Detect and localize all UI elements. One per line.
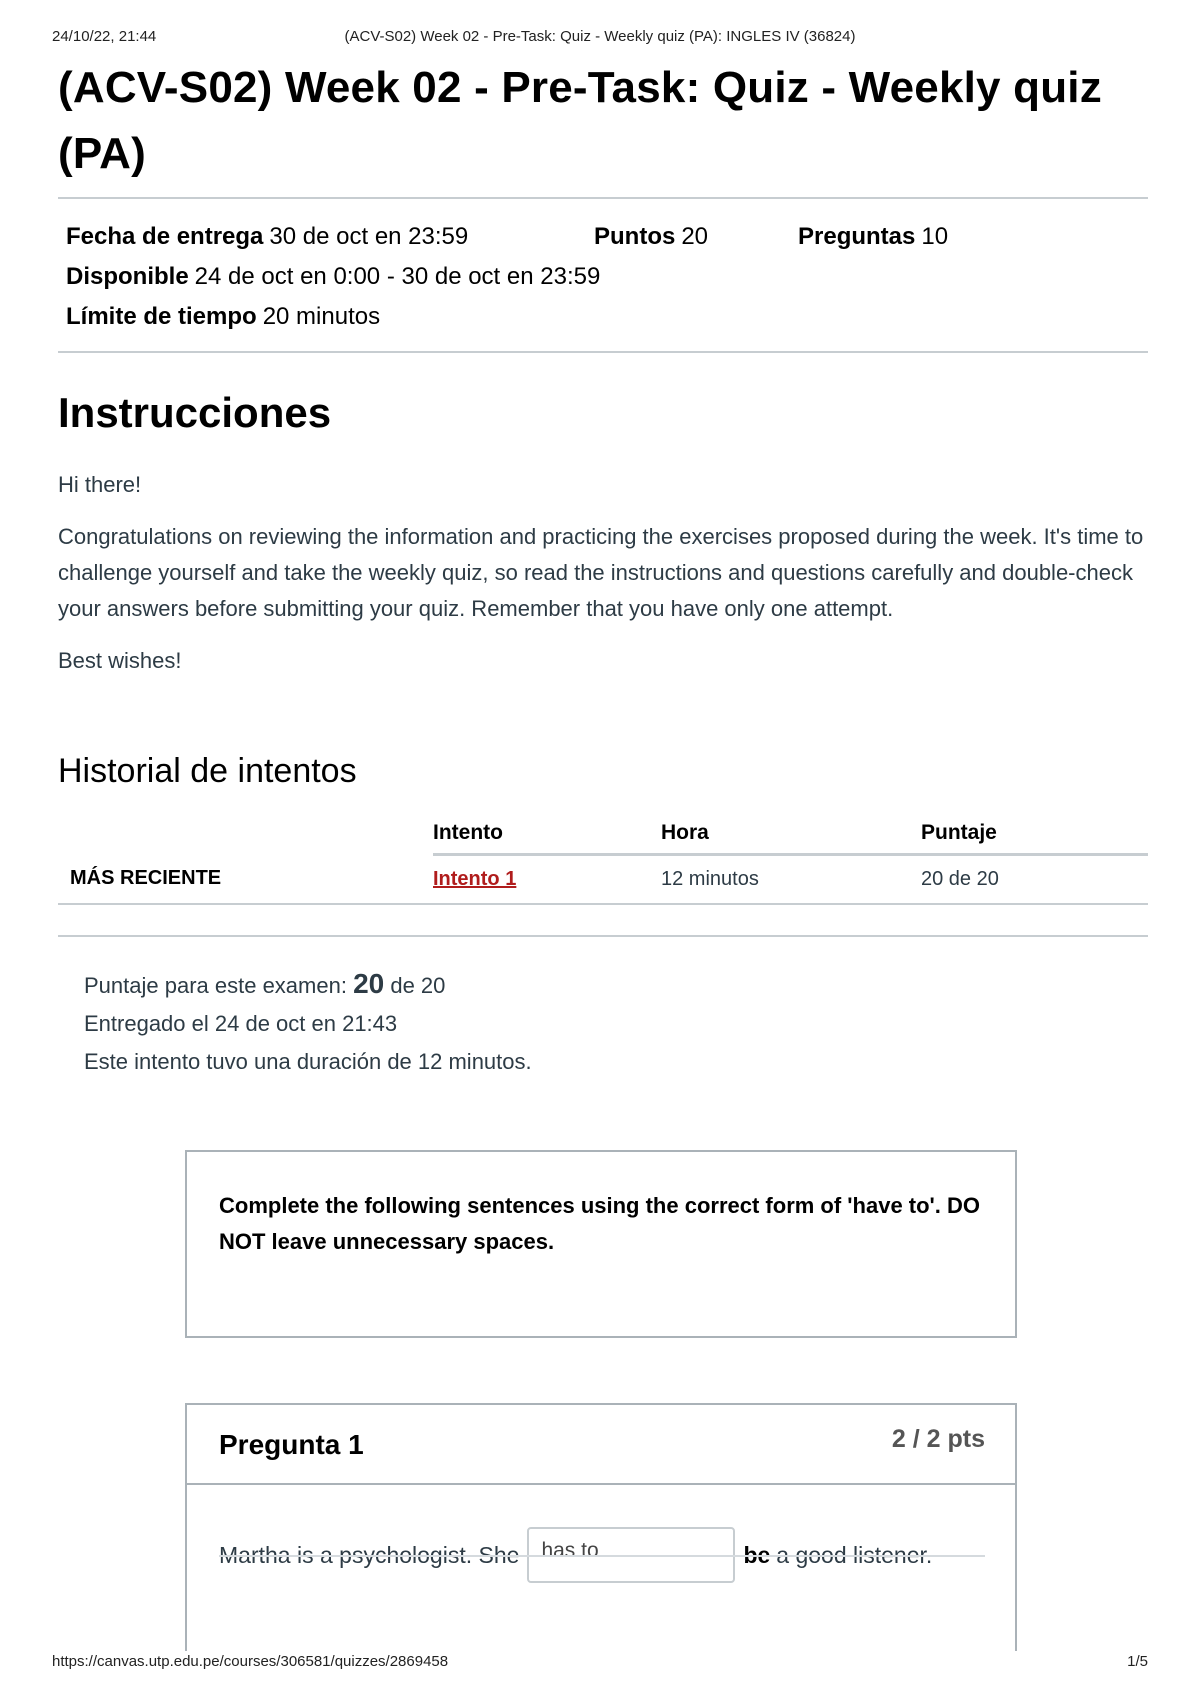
question-header xyxy=(187,1405,1015,1485)
attempt-score: 20 de 20 xyxy=(921,855,1148,905)
page-number: 1/5 xyxy=(1127,1653,1148,1670)
quiz-instruction-box xyxy=(185,1150,1017,1338)
question-title: Pregunta 1 xyxy=(219,1429,364,1460)
sentence-end: a good listener. xyxy=(776,1541,933,1568)
print-header xyxy=(52,28,1148,48)
print-footer xyxy=(52,1653,1148,1673)
questions-value: 10 xyxy=(921,223,949,250)
attempt-history-table xyxy=(58,811,1148,905)
instructions-heading: Instrucciones xyxy=(58,389,332,436)
column-header-time: Hora xyxy=(661,811,921,855)
column-header-attempt: Intento xyxy=(433,811,661,855)
points xyxy=(594,217,798,257)
exam-score xyxy=(84,965,1148,1005)
instructions-closing: Best wishes! xyxy=(58,648,182,673)
due-date-label: Fecha de entrega xyxy=(66,223,264,250)
available-label: Disponible xyxy=(66,263,189,290)
page-title: (ACV-S02) Week 02 - Pre-Task: Quiz - Weekly quiz (PA) xyxy=(58,63,1102,178)
divider xyxy=(58,351,1148,353)
table-row xyxy=(58,855,1148,905)
attempt-duration: Este intento tuvo una duración de 12 minutos. xyxy=(84,1049,532,1074)
divider xyxy=(58,935,1148,937)
quiz-details xyxy=(58,199,1148,351)
answer-input[interactable]: has to xyxy=(527,1527,735,1583)
due-date xyxy=(66,217,594,257)
question-1 xyxy=(185,1403,1017,1651)
attempt-time: 12 minutos xyxy=(661,855,921,905)
column-header-score: Puntaje xyxy=(921,811,1148,855)
attempt-history-heading: Historial de intentos xyxy=(58,752,357,790)
attempt-cell xyxy=(433,855,661,905)
question-body xyxy=(187,1485,1015,1583)
quiz-instruction-text: Complete the following sentences using the correct form of 'have to'. DO NOT leave unnecessary spaces. xyxy=(219,1193,981,1254)
instructions-paragraph: Congratulations on reviewing the information and practicing the exercises proposed during the week. It's time to challenge yourself and take the weekly quiz, so read the instructions and questions carefully and double-check your answers before submitting your quiz. Remember that you have only one attempt. xyxy=(58,524,1144,621)
time-limit-label: Límite de tiempo xyxy=(66,303,257,330)
print-document-title: (ACV-S02) Week 02 - Pre-Task: Quiz - Weekly quiz (PA): INGLES IV (36824) xyxy=(344,28,856,45)
questions-count xyxy=(798,217,948,257)
attempt-summary xyxy=(84,965,1148,1081)
score-prefix: Puntaje para este examen: xyxy=(84,973,354,998)
time-limit xyxy=(66,297,380,337)
score-suffix: de 20 xyxy=(384,973,446,998)
sentence-start: Martha is a psychologist. She xyxy=(219,1541,520,1568)
question-points: 2 / 2 pts xyxy=(891,1425,985,1453)
due-date-value: 30 de oct en 23:59 xyxy=(269,223,469,250)
submitted-date: Entregado el 24 de oct en 21:43 xyxy=(84,1011,398,1036)
availability xyxy=(66,257,600,297)
print-url: https://canvas.utp.edu.pe/courses/306581/quizzes/2869458 xyxy=(52,1653,449,1670)
instructions-greeting: Hi there! xyxy=(58,472,142,497)
time-limit-value: 20 minutos xyxy=(262,303,381,330)
attempt-status: MÁS RECIENTE xyxy=(58,855,433,905)
print-date: 24/10/22, 21:44 xyxy=(52,28,157,45)
quiz-content xyxy=(58,55,1148,1081)
available-value: 24 de oct en 0:00 - 30 de oct en 23:59 xyxy=(194,263,601,290)
points-label: Puntos xyxy=(594,223,676,250)
column-header xyxy=(58,811,433,855)
attempt-link[interactable]: Intento 1 xyxy=(433,868,517,890)
questions-label: Preguntas xyxy=(798,223,916,250)
sentence-bold-word: be xyxy=(743,1541,771,1568)
score-value: 20 xyxy=(353,968,385,999)
points-value: 20 xyxy=(681,223,709,250)
instructions-body xyxy=(58,467,1148,679)
table-header-row xyxy=(58,811,1148,855)
divider xyxy=(219,1555,985,1557)
